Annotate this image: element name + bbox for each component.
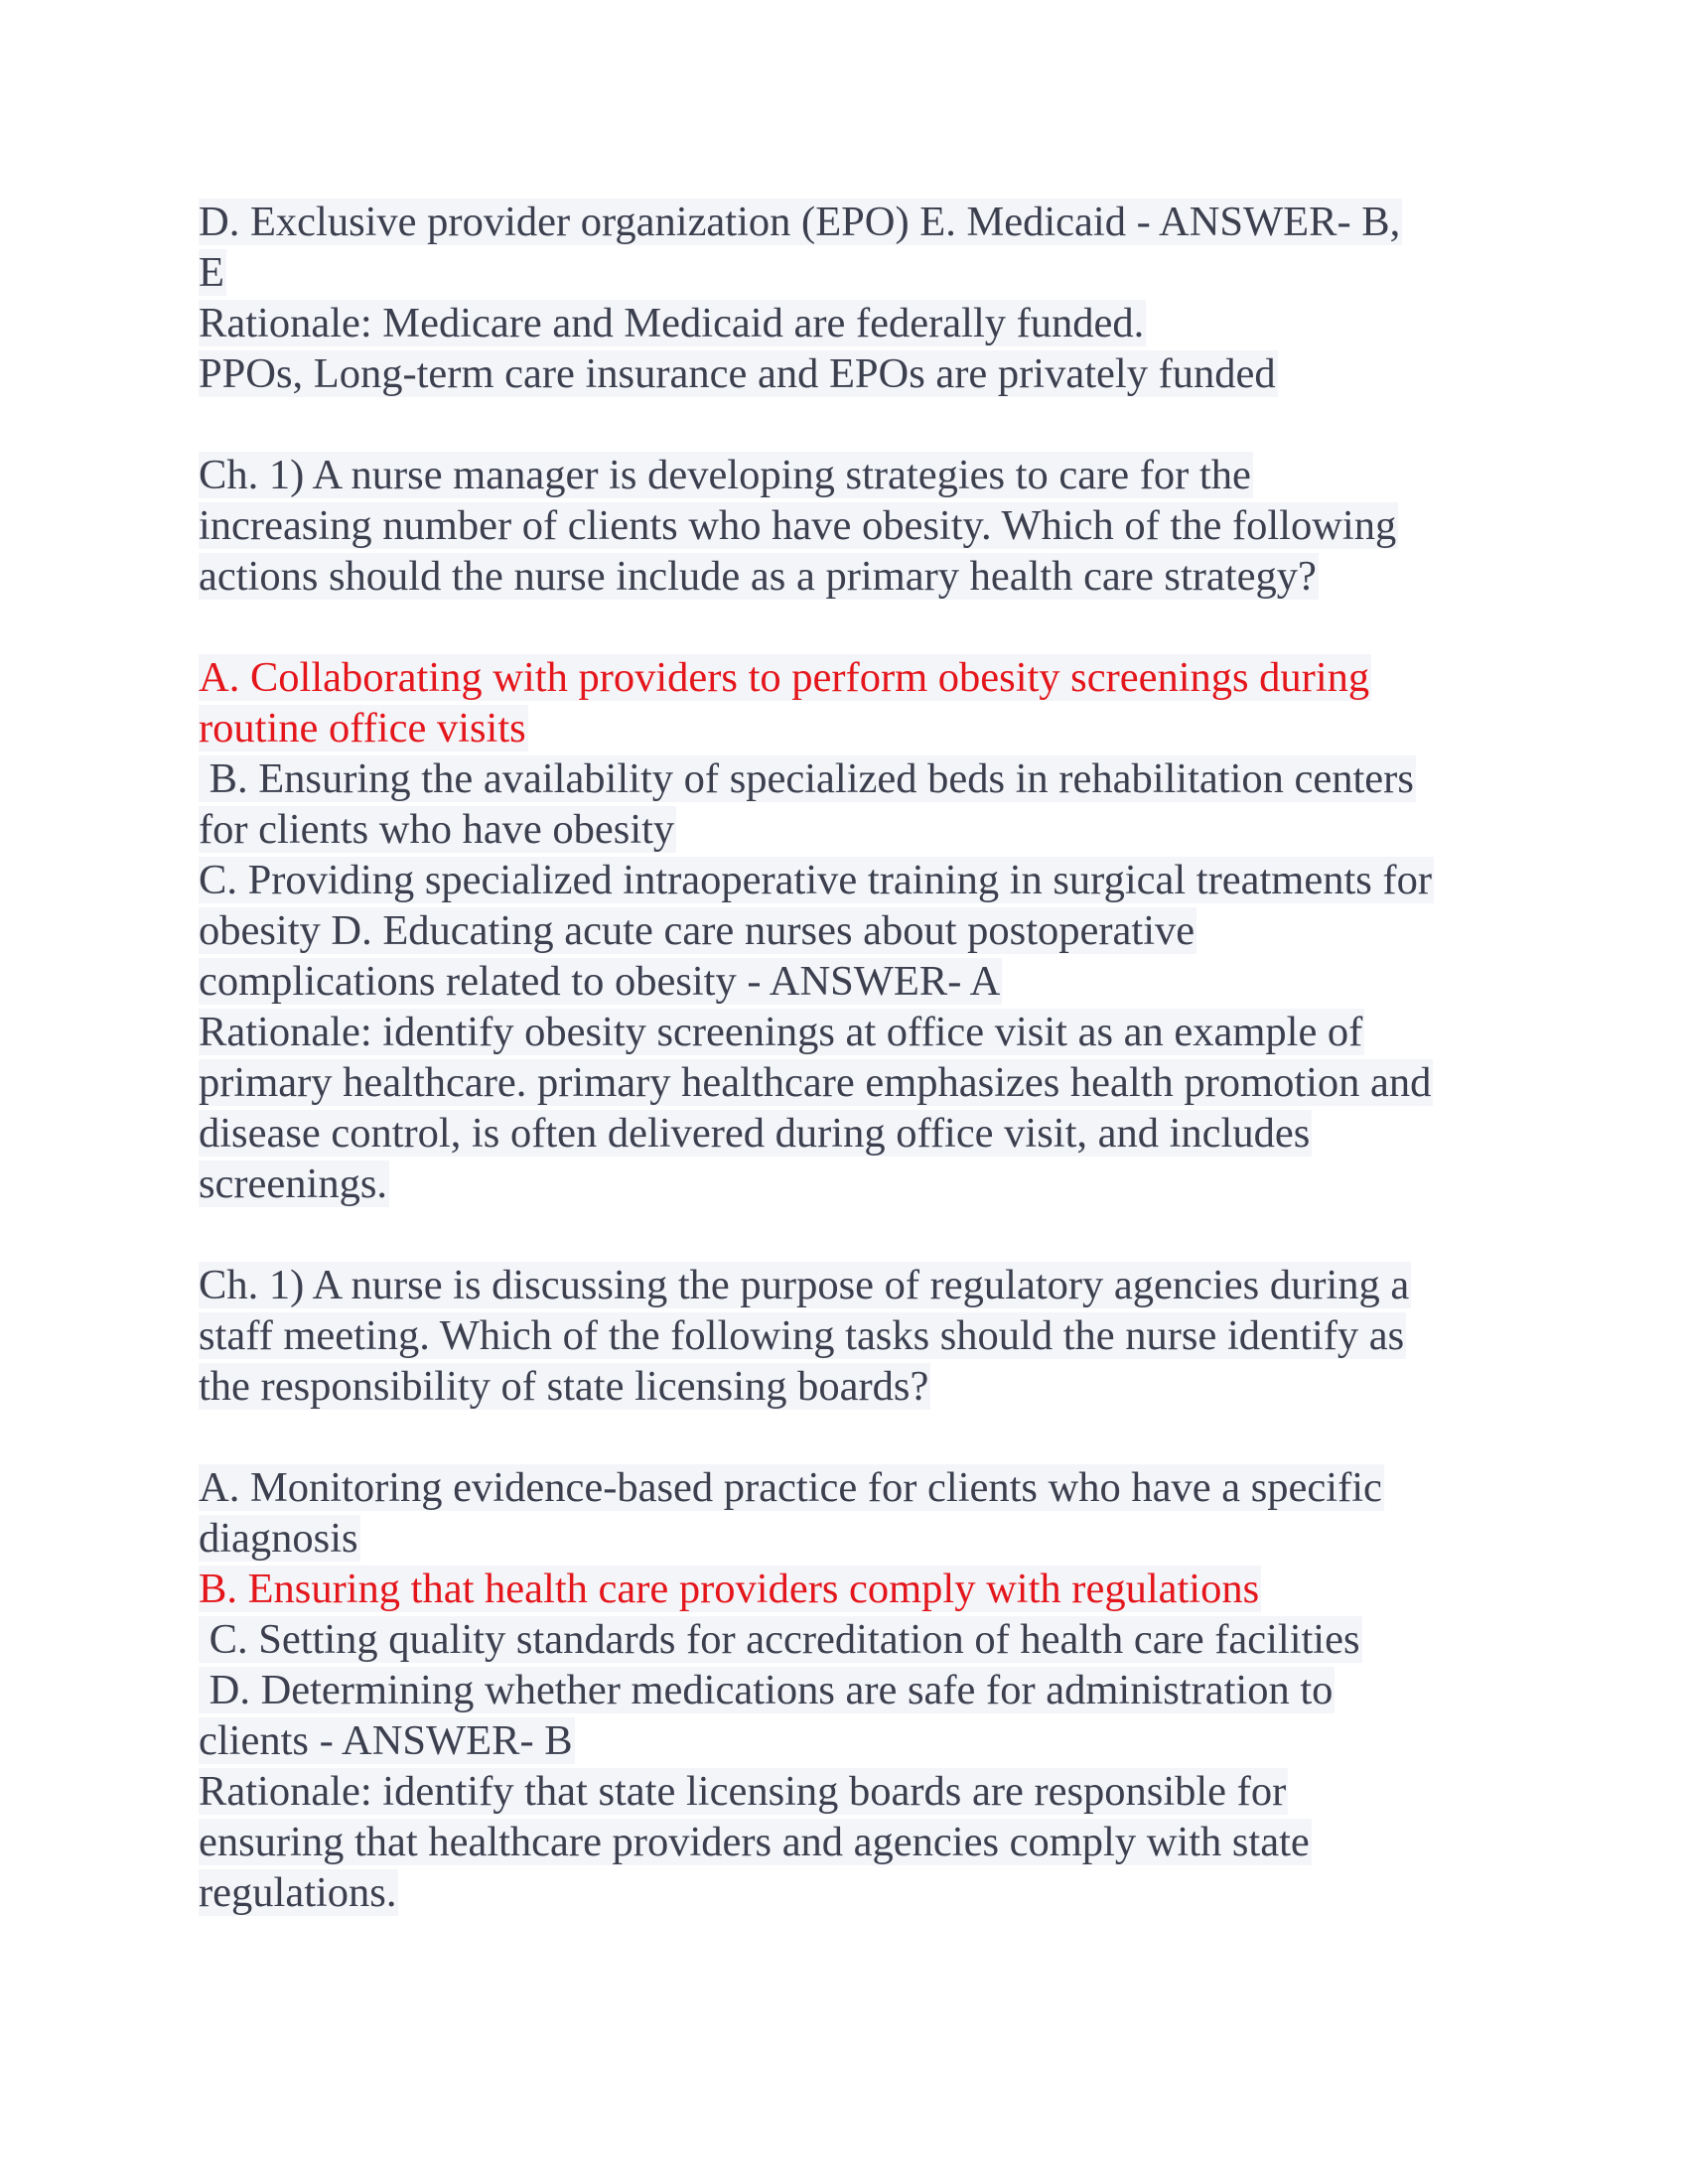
text-line xyxy=(199,1310,1499,1361)
line-text: screenings. xyxy=(199,1160,388,1207)
text-line xyxy=(199,1766,1499,1817)
text-line xyxy=(199,804,1499,855)
text-line xyxy=(199,348,1499,399)
text-line xyxy=(199,905,1499,956)
text-line xyxy=(199,450,1499,500)
line-text: actions should the nurse include as a primary health care strategy? xyxy=(199,553,1317,600)
line-text: complications related to obesity - ANSWER- A xyxy=(199,958,1001,1005)
paragraph-gap xyxy=(199,1209,1499,1260)
line-text: D. Exclusive provider organization (EPO) E. Medicaid - ANSWER- B, xyxy=(199,199,1401,245)
text-line xyxy=(199,753,1499,804)
text-line xyxy=(199,1007,1499,1057)
text-line xyxy=(199,197,1499,247)
line-text: clients - ANSWER- B xyxy=(199,1717,573,1764)
line-text: C. Setting quality standards for accreditation of health care facilities xyxy=(199,1616,1360,1663)
text-line xyxy=(199,1867,1499,1918)
text-line xyxy=(199,551,1499,602)
line-text: primary healthcare. primary healthcare emphasizes health promotion and xyxy=(199,1059,1432,1106)
paragraph-gap xyxy=(199,399,1499,450)
text-line xyxy=(199,1665,1499,1715)
line-text: Rationale: Medicare and Medicaid are federally funded. xyxy=(199,300,1145,346)
text-line xyxy=(199,1361,1499,1412)
line-text: staff meeting. Which of the following tasks should the nurse identify as xyxy=(199,1312,1405,1359)
line-text: regulations. xyxy=(199,1869,397,1916)
line-text: Rationale: identify obesity screenings at office visit as an example of xyxy=(199,1009,1363,1055)
line-text: increasing number of clients who have obesity. Which of the following xyxy=(199,502,1397,549)
paragraph-gap xyxy=(199,602,1499,652)
line-text: E xyxy=(199,249,224,296)
text-line xyxy=(199,1715,1499,1766)
line-text: B. Ensuring that health care providers comply with regulations xyxy=(199,1566,1260,1612)
line-text: for clients who have obesity xyxy=(199,806,675,853)
line-text: PPOs, Long-term care insurance and EPOs are privately funded xyxy=(199,350,1276,397)
correct-answer-line xyxy=(199,1564,1499,1614)
text-line xyxy=(199,1614,1499,1665)
text-line xyxy=(199,500,1499,551)
line-text: C. Providing specialized intraoperative training in surgical treatments for xyxy=(199,857,1432,903)
text-line xyxy=(199,1057,1499,1108)
line-text: D. Determining whether medications are safe for administration to xyxy=(199,1667,1334,1713)
line-text: A. Collaborating with providers to perform obesity screenings during xyxy=(199,654,1370,701)
document-body xyxy=(199,197,1499,1918)
text-line xyxy=(199,1260,1499,1310)
text-line xyxy=(199,1159,1499,1209)
line-text: routine office visits xyxy=(199,705,526,751)
line-text: B. Ensuring the availability of specialized beds in rehabilitation centers xyxy=(199,755,1414,802)
text-line xyxy=(199,1513,1499,1564)
correct-answer-line xyxy=(199,703,1499,753)
text-line xyxy=(199,956,1499,1007)
text-line xyxy=(199,1817,1499,1867)
line-text: ensuring that healthcare providers and agencies comply with state xyxy=(199,1819,1310,1865)
text-line xyxy=(199,1462,1499,1513)
paragraph-gap xyxy=(199,1412,1499,1462)
line-text: Ch. 1) A nurse is discussing the purpose of regulatory agencies during a xyxy=(199,1262,1410,1308)
line-text: diagnosis xyxy=(199,1515,358,1562)
text-line xyxy=(199,298,1499,348)
line-text: disease control, is often delivered during office visit, and includes xyxy=(199,1110,1311,1157)
line-text: Rationale: identify that state licensing boards are responsible for xyxy=(199,1768,1287,1815)
line-text: obesity D. Educating acute care nurses about postoperative xyxy=(199,907,1196,954)
text-line xyxy=(199,247,1499,298)
text-line xyxy=(199,1108,1499,1159)
text-line xyxy=(199,855,1499,905)
line-text: A. Monitoring evidence-based practice for clients who have a specific xyxy=(199,1464,1382,1511)
line-text: the responsibility of state licensing boards? xyxy=(199,1363,929,1410)
correct-answer-line xyxy=(199,652,1499,703)
line-text: Ch. 1) A nurse manager is developing strategies to care for the xyxy=(199,452,1251,498)
